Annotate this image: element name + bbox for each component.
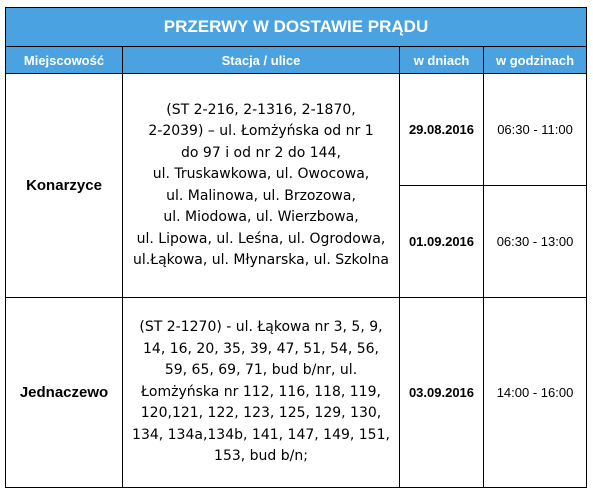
header-dates: w dniach bbox=[400, 47, 484, 74]
stations-line: Łomżyńska nr 112, 116, 118, 119, bbox=[141, 383, 381, 400]
stations-line: 120,121, 122, 123, 125, 129, 130, bbox=[140, 405, 382, 422]
stations-line: ul. Truskawkowa, ul. Owocowa, bbox=[152, 166, 370, 182]
stations-line: 2-2039) – ul. Łomżyńska od nr 1 bbox=[148, 123, 374, 139]
header-stations: Stacja / ulice bbox=[123, 47, 400, 74]
stations-cell bbox=[123, 298, 400, 488]
table-row bbox=[6, 298, 587, 488]
stations-cell bbox=[123, 74, 400, 298]
hours-cell: 06:30 - 11:00 bbox=[484, 74, 587, 186]
stations-line: (ST 2-216, 2-1316, 2-1870, bbox=[166, 101, 356, 118]
stations-line: ul. Malinowa, ul. Brzozowa, bbox=[166, 187, 356, 204]
header-hours: w godzinach bbox=[484, 47, 587, 74]
outage-table bbox=[5, 7, 587, 488]
table-title: PRZERWY W DOSTAWIE PRĄDU bbox=[6, 8, 587, 47]
stations-line: 14, 16, 20, 35, 39, 47, 51, 54, 56, bbox=[143, 340, 379, 357]
date-cell: 03.09.2016 bbox=[400, 298, 484, 488]
stations-line: (ST 2-1270) - ul. Łąkowa nr 3, 5, 9, bbox=[139, 319, 383, 336]
stations-line: 59, 65, 69, 71, bud b/nr, ul. bbox=[164, 362, 358, 379]
stations-line: do 97 i od nr 2 do 144, bbox=[181, 144, 341, 161]
stations-line: ul. Miodowa, ul. Wierzbowa, bbox=[163, 209, 359, 225]
outage-table-container bbox=[5, 7, 586, 491]
header-place: Miejscowość bbox=[6, 47, 123, 74]
place-cell: Jednaczewo bbox=[6, 298, 123, 488]
stations-line: 134, 134a,134b, 141, 147, 149, 151, bbox=[132, 426, 390, 443]
table-row bbox=[6, 74, 587, 186]
date-cell: 01.09.2016 bbox=[400, 186, 484, 298]
place-cell: Konarzyce bbox=[6, 74, 123, 298]
hours-cell: 14:00 - 16:00 bbox=[484, 298, 587, 488]
hours-cell: 06:30 - 13:00 bbox=[484, 186, 587, 298]
stations-line: ul.Łąkowa, ul. Młynarska, ul. Szkolna bbox=[132, 252, 390, 268]
stations-line: ul. Lipowa, ul. Leśna, ul. Ogrodowa, bbox=[136, 230, 386, 247]
date-cell: 29.08.2016 bbox=[400, 74, 484, 186]
stations-line: 153, bud b/n; bbox=[214, 448, 308, 465]
header-row bbox=[6, 47, 587, 74]
